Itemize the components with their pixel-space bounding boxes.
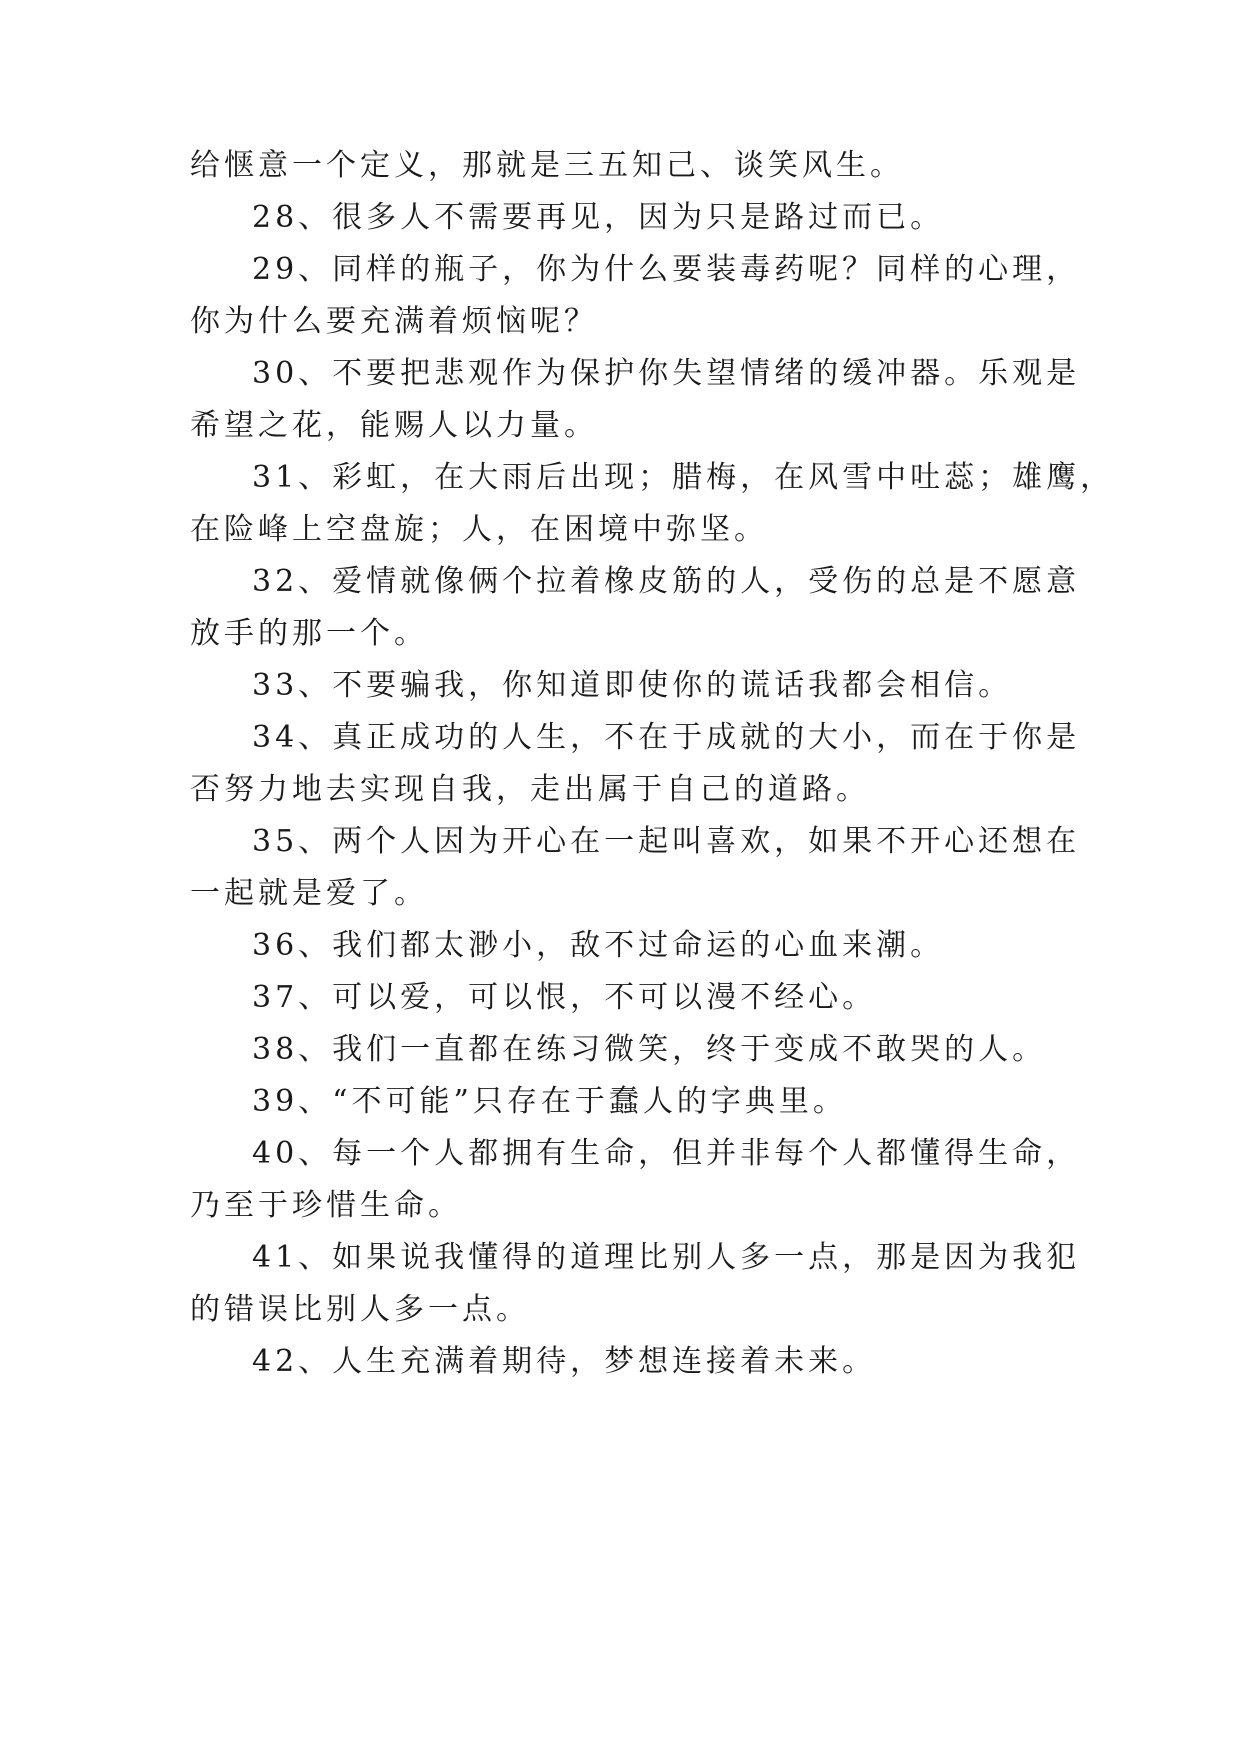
text-line: 40、每一个人都拥有生命，但并非每个人都懂得生命，	[252, 1136, 1081, 1171]
text-line: 乃至于珍惜生命。	[190, 1188, 462, 1223]
text-line: 32、爱情就像俩个拉着橡皮筋的人，受伤的总是不愿意	[252, 564, 1081, 599]
text-line: 希望之花，能赐人以力量。	[190, 408, 598, 443]
text-line: 31、彩虹，在大雨后出现；腊梅，在风雪中吐蕊；雄鹰，	[252, 460, 1115, 495]
text-line: 39、“不可能”只存在于蠢人的字典里。	[252, 1084, 847, 1119]
text-line: 给惬意一个定义，那就是三五知己、谈笑风生。	[190, 148, 904, 183]
text-line: 29、同样的瓶子，你为什么要装毒药呢？同样的心理，	[252, 252, 1081, 287]
text-line: 34、真正成功的人生，不在于成就的大小，而在于你是	[252, 720, 1081, 755]
text-line: 33、不要骗我，你知道即使你的谎话我都会相信。	[252, 668, 1013, 703]
text-line: 否努力地去实现自我，走出属于自己的道路。	[190, 772, 870, 807]
text-line: 的错误比别人多一点。	[190, 1292, 530, 1327]
text-line: 42、人生充满着期待，梦想连接着未来。	[252, 1344, 877, 1379]
text-line: 30、不要把悲观作为保护你失望情绪的缓冲器。乐观是	[252, 356, 1081, 391]
text-line: 38、我们一直都在练习微笑，终于变成不敢哭的人。	[252, 1032, 1047, 1067]
text-line: 你为什么要充满着烦恼呢？	[190, 304, 598, 339]
text-line: 放手的那一个。	[190, 616, 428, 651]
text-line: 37、可以爱，可以恨，不可以漫不经心。	[252, 980, 877, 1015]
text-line: 28、很多人不需要再见，因为只是路过而已。	[252, 200, 945, 235]
text-line: 在险峰上空盘旋；人，在困境中弥坚。	[190, 512, 768, 547]
text-line: 35、两个人因为开心在一起叫喜欢，如果不开心还想在	[252, 824, 1081, 859]
text-line: 41、如果说我懂得的道理比别人多一点，那是因为我犯	[252, 1240, 1081, 1275]
text-line: 36、我们都太渺小，敌不过命运的心血来潮。	[252, 928, 945, 963]
text-line: 一起就是爱了。	[190, 876, 428, 911]
